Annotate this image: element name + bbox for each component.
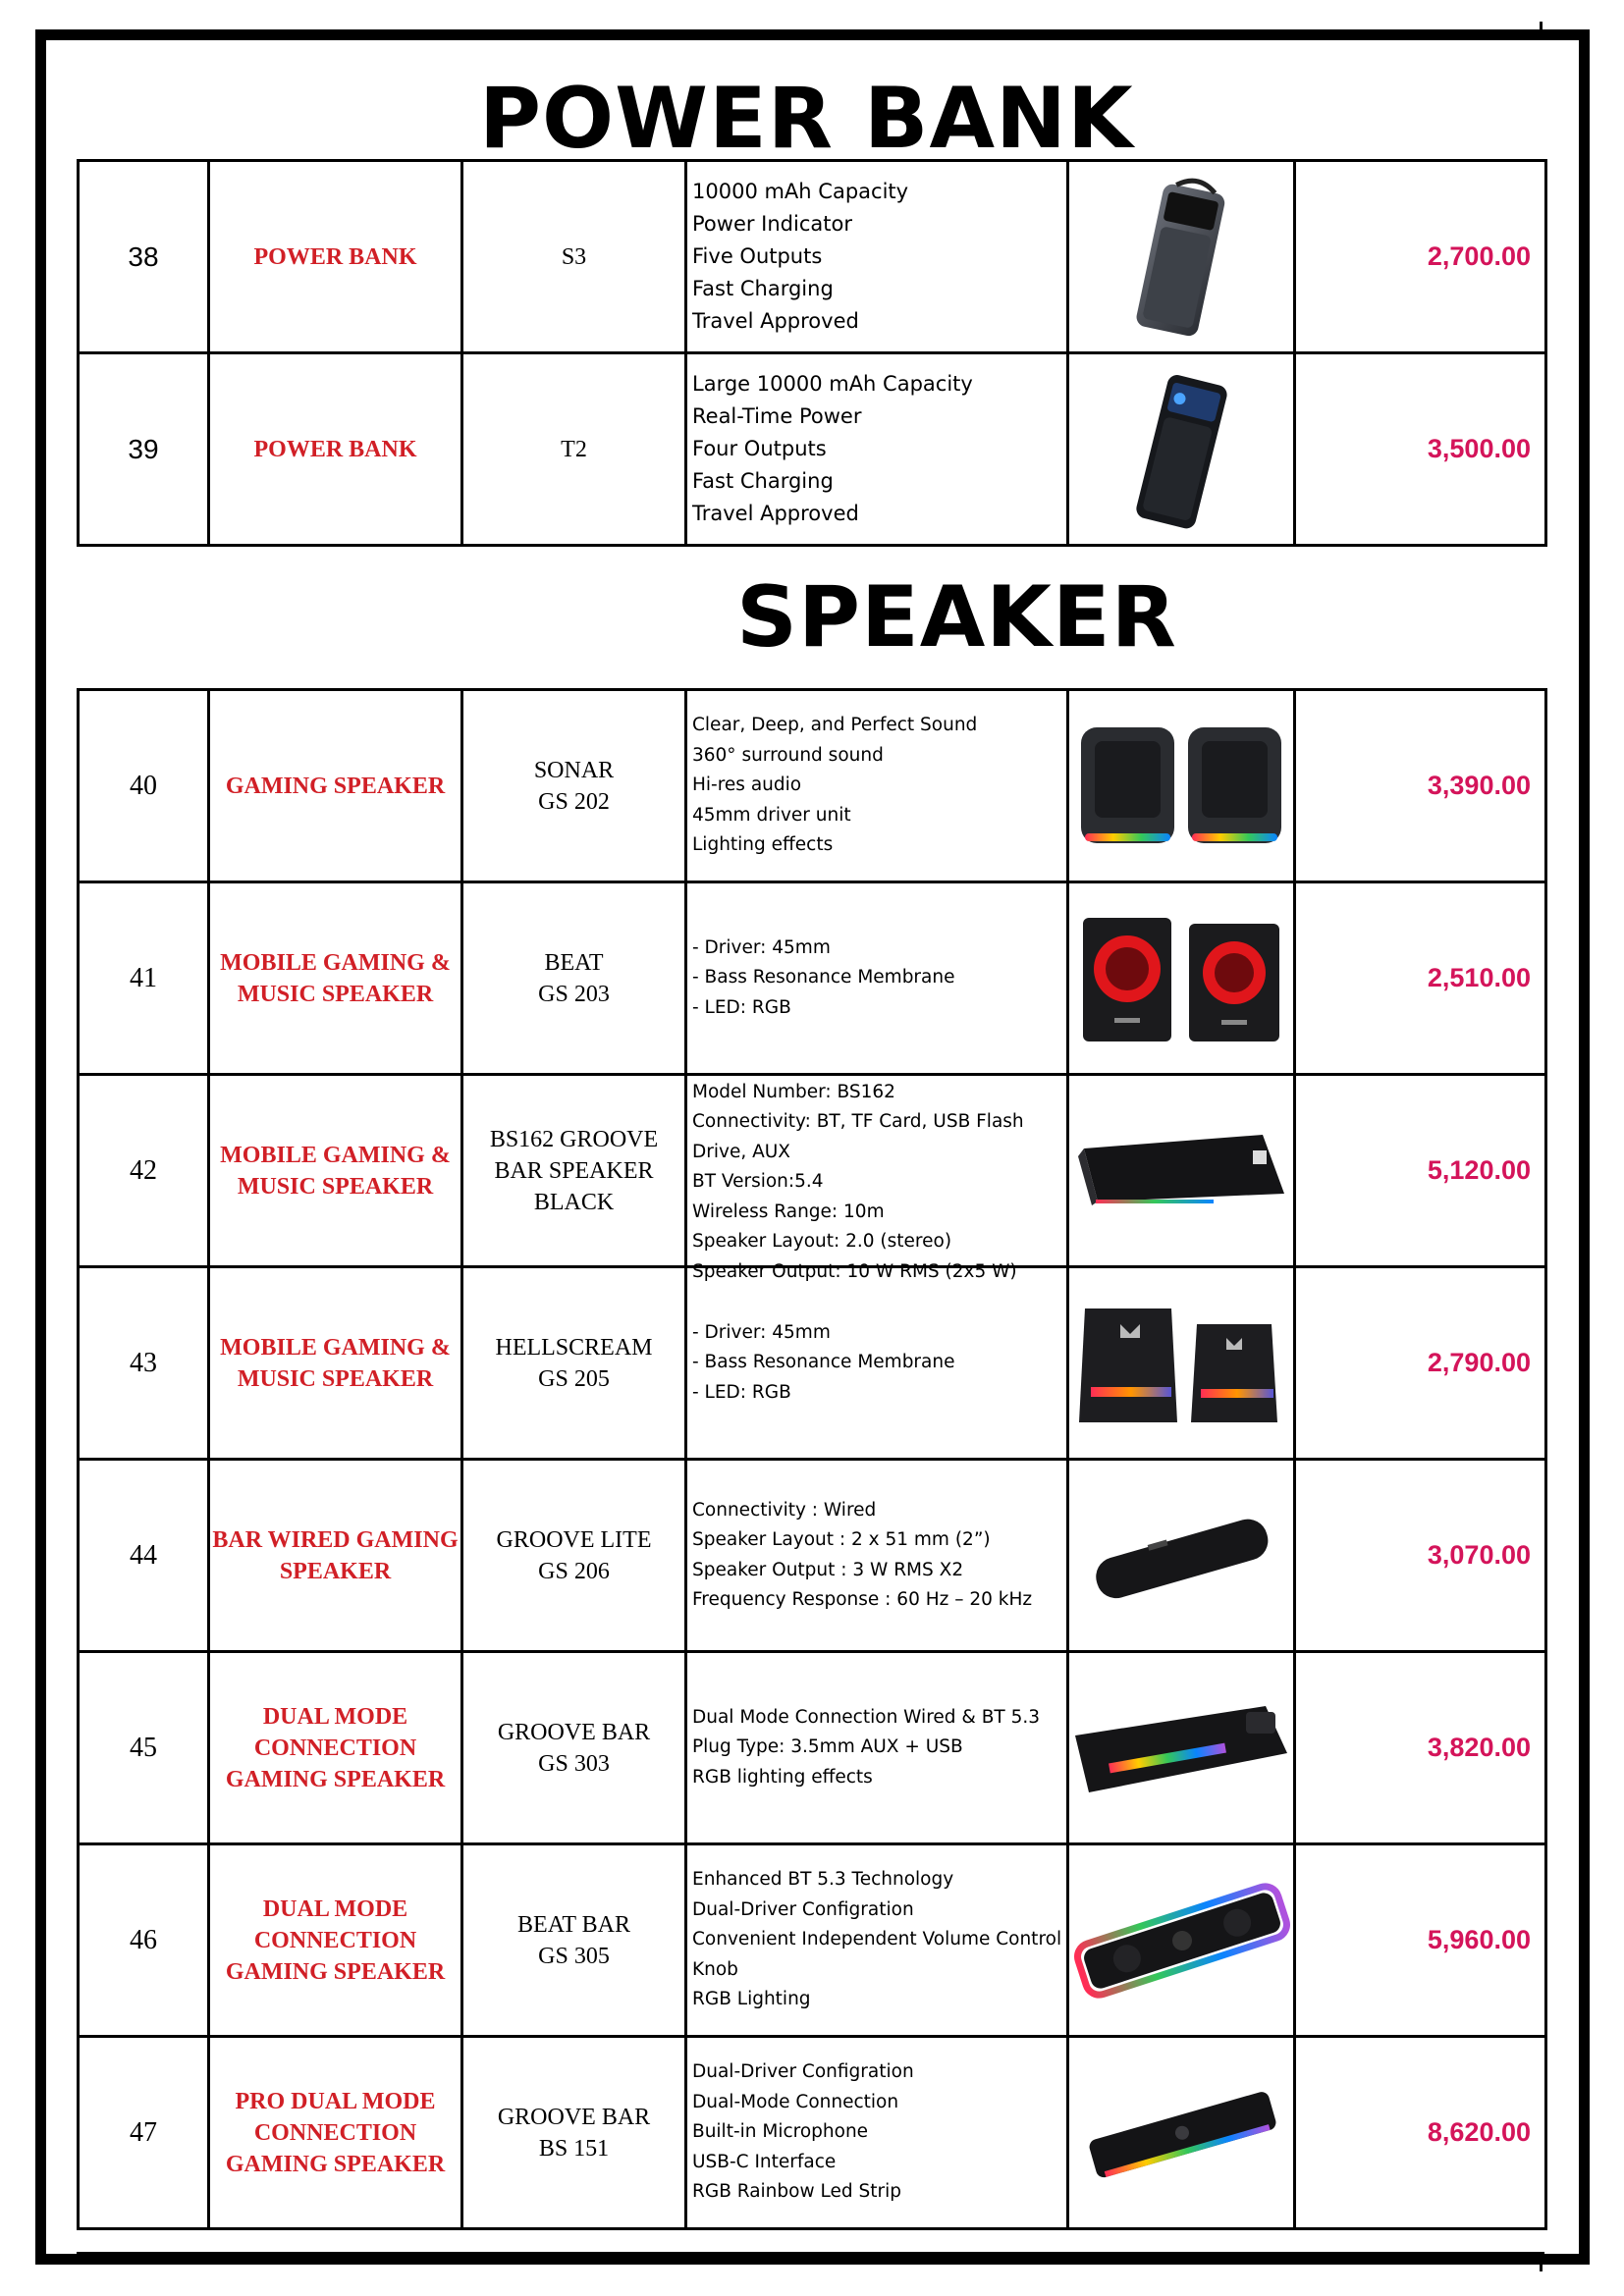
- product-model-line: T2: [561, 436, 587, 462]
- product-category-line: DUAL MODE: [262, 1703, 408, 1730]
- product-row-40: [79, 690, 1546, 882]
- product-row-39: [79, 353, 1546, 546]
- feature-line: 360° surround sound: [692, 744, 884, 766]
- product-row-41: [79, 882, 1546, 1075]
- product-category-line: MOBILE GAMING &: [220, 1142, 451, 1168]
- feature-list: [692, 1318, 1066, 1409]
- product-category-line: MUSIC SPEAKER: [237, 981, 434, 1007]
- item-number: 47: [79, 2037, 209, 2229]
- feature-line: RGB lighting effects: [692, 1766, 873, 1788]
- product-row-43: [79, 1267, 1546, 1460]
- product-model: [462, 2037, 686, 2229]
- speaker-hellscream-image: [1068, 1267, 1295, 1460]
- product-row-46: [79, 1844, 1546, 2037]
- product-price: 5,960.00: [1295, 1844, 1546, 2037]
- feature-list: [692, 1496, 1066, 1616]
- feature-line: Clear, Deep, and Perfect Sound: [692, 715, 978, 736]
- product-model: [462, 690, 686, 882]
- feature-line: RGB Rainbow Led Strip: [692, 2181, 901, 2203]
- feature-line: Lighting effects: [692, 834, 834, 856]
- feature-line: - Driver: 45mm: [692, 1321, 831, 1343]
- product-category-line: GAMING SPEAKER: [225, 1958, 446, 1985]
- feature-line: - Bass Resonance Membrane: [692, 967, 955, 988]
- power-bank-table: [77, 159, 1547, 547]
- feature-line: - Driver: 45mm: [692, 936, 831, 958]
- feature-line: Real-Time Power: [692, 404, 862, 428]
- product-category-line: CONNECTION: [253, 2119, 417, 2146]
- product-model-line: HELLSCREAM: [495, 1334, 653, 1361]
- feature-list: [692, 711, 1066, 861]
- speaker-beat-image: [1068, 882, 1295, 1075]
- speaker-table: [77, 688, 1547, 2230]
- product-features: [686, 690, 1068, 882]
- product-category-line: POWER BANK: [253, 243, 417, 270]
- item-number: 40: [79, 690, 209, 882]
- feature-line: Large 10000 mAh Capacity: [692, 372, 973, 396]
- feature-line: Fast Charging: [692, 277, 834, 300]
- product-model-line: BS 151: [538, 2135, 610, 2162]
- feature-list: [692, 368, 1066, 530]
- feature-line: Connectivity : Wired: [692, 1499, 877, 1521]
- product-model-line: BLACK: [533, 1189, 615, 1215]
- feature-list: [692, 1865, 1066, 2015]
- product-category: [209, 2037, 462, 2229]
- product-row-44: [79, 1460, 1546, 1652]
- product-model: [462, 1075, 686, 1267]
- feature-line: Speaker Output : 3 W RMS X2: [692, 1559, 964, 1580]
- product-category: [209, 1267, 462, 1460]
- feature-line: Plug Type: 3.5mm AUX + USB: [692, 1736, 963, 1758]
- product-price: 2,700.00: [1295, 161, 1546, 353]
- product-category-line: GAMING SPEAKER: [225, 1766, 446, 1792]
- feature-list: [692, 1703, 1066, 1793]
- product-model-line: GS 206: [538, 1558, 610, 1584]
- product-price: 5,120.00: [1295, 1075, 1546, 1267]
- item-number: 42: [79, 1075, 209, 1267]
- product-model-line: GS 205: [538, 1365, 610, 1392]
- product-category: [209, 1460, 462, 1652]
- product-category: [209, 690, 462, 882]
- product-model-line: GROOVE LITE: [496, 1526, 652, 1553]
- item-number: 43: [79, 1267, 209, 1460]
- bottom-rule: [77, 2252, 1544, 2255]
- product-model-line: BS162 GROOVE: [489, 1126, 659, 1152]
- feature-line: Dual-Mode Connection: [692, 2091, 899, 2112]
- product-price: 2,790.00: [1295, 1267, 1546, 1460]
- product-model-line: BEAT BAR: [517, 1911, 630, 1938]
- feature-line: Dual-Driver Configration: [692, 2061, 914, 2083]
- product-category-line: CONNECTION: [253, 1927, 417, 1953]
- feature-line: Connectivity: BT, TF Card, USB Flash: [692, 1111, 1024, 1132]
- speaker-beat-bar-image: [1068, 1844, 1295, 2037]
- speaker-groove-lite-image: [1068, 1460, 1295, 1652]
- product-category-line: MOBILE GAMING &: [220, 949, 451, 976]
- product-category-line: GAMING SPEAKER: [225, 773, 446, 799]
- product-model-line: GROOVE BAR: [497, 1719, 651, 1745]
- feature-line: Travel Approved: [692, 502, 859, 525]
- item-number: 46: [79, 1844, 209, 2037]
- feature-line: Drive, AUX: [692, 1141, 790, 1162]
- product-model-line: S3: [561, 243, 587, 270]
- product-features: [686, 1844, 1068, 2037]
- product-model: [462, 1844, 686, 2037]
- product-model-line: GS 202: [538, 788, 610, 815]
- product-model-line: BEAT: [544, 949, 604, 976]
- feature-line: - LED: RGB: [692, 1381, 791, 1403]
- product-price: 3,070.00: [1295, 1460, 1546, 1652]
- feature-line: Convenient Independent Volume Control: [692, 1929, 1062, 1950]
- product-category-line: MUSIC SPEAKER: [237, 1173, 434, 1200]
- product-category: [209, 1652, 462, 1844]
- product-model: [462, 882, 686, 1075]
- corner-mark: [1540, 22, 1543, 39]
- product-category: [209, 882, 462, 1075]
- feature-line: Knob: [692, 1958, 738, 1980]
- feature-line: - Bass Resonance Membrane: [692, 1352, 955, 1373]
- feature-line: Model Number: BS162: [692, 1081, 895, 1102]
- product-category-line: PRO DUAL MODE: [235, 2088, 436, 2114]
- feature-list: [692, 934, 1066, 1024]
- product-category-line: MUSIC SPEAKER: [237, 1365, 434, 1392]
- feature-line: USB-C Interface: [692, 2151, 837, 2172]
- feature-line: BT Version:5.4: [692, 1171, 824, 1192]
- section-title-power-bank: POWER BANK: [479, 70, 1134, 168]
- feature-line: Hi-res audio: [692, 774, 802, 796]
- product-price: 3,500.00: [1295, 353, 1546, 546]
- feature-line: Dual-Driver Configration: [692, 1898, 914, 1920]
- feature-list: [692, 1078, 1066, 1282]
- product-category-line: SPEAKER: [279, 1558, 392, 1584]
- product-category: [209, 1075, 462, 1267]
- power-bank-t2-image: [1068, 353, 1295, 546]
- product-row-45: [79, 1652, 1546, 1844]
- product-features: [686, 353, 1068, 546]
- product-model: [462, 161, 686, 353]
- feature-line: Built-in Microphone: [692, 2121, 869, 2143]
- power-bank-s3-image: [1068, 161, 1295, 353]
- product-model-line: GS 305: [538, 1943, 610, 1969]
- feature-line: RGB Lighting: [692, 1989, 811, 2010]
- product-features: [686, 1075, 1068, 1282]
- product-model: [462, 1652, 686, 1844]
- product-features: [686, 1652, 1068, 1844]
- product-price: 3,820.00: [1295, 1652, 1546, 1844]
- product-model: [462, 353, 686, 546]
- speaker-bs162-image: [1068, 1075, 1295, 1267]
- speaker-sonar-image: [1068, 690, 1295, 882]
- product-model-line: BAR SPEAKER: [494, 1157, 654, 1184]
- feature-line: Frequency Response : 60 Hz – 20 kHz: [692, 1589, 1033, 1610]
- item-number: 41: [79, 882, 209, 1075]
- product-category-line: MOBILE GAMING &: [220, 1334, 451, 1361]
- product-model-line: GROOVE BAR: [497, 2104, 651, 2130]
- corner-mark: [1540, 2256, 1543, 2271]
- product-row-42: [79, 1075, 1546, 1267]
- product-model-line: GS 303: [538, 1750, 610, 1777]
- product-category-line: BAR WIRED GAMING: [212, 1526, 459, 1553]
- feature-line: Fast Charging: [692, 469, 834, 493]
- product-price: 3,390.00: [1295, 690, 1546, 882]
- feature-line: Power Indicator: [692, 212, 852, 236]
- product-category-line: CONNECTION: [253, 1735, 417, 1761]
- section-title-speaker: SPEAKER: [736, 568, 1177, 667]
- product-price: 2,510.00: [1295, 882, 1546, 1075]
- product-category-line: DUAL MODE: [262, 1896, 408, 1922]
- product-features: [686, 2037, 1068, 2229]
- product-category: [209, 1844, 462, 2037]
- feature-line: Dual Mode Connection Wired & BT 5.3: [692, 1706, 1041, 1728]
- product-features: [686, 1267, 1068, 1460]
- product-model: [462, 1267, 686, 1460]
- feature-line: Four Outputs: [692, 437, 827, 460]
- product-category-line: POWER BANK: [253, 436, 417, 462]
- speaker-groove-bar-gs303-image: [1068, 1652, 1295, 1844]
- product-category: [209, 353, 462, 546]
- feature-line: 10000 mAh Capacity: [692, 180, 909, 203]
- feature-list: [692, 176, 1066, 338]
- item-number: 39: [79, 353, 209, 546]
- feature-line: Enhanced BT 5.3 Technology: [692, 1869, 954, 1891]
- product-features: [686, 882, 1068, 1075]
- item-number: 45: [79, 1652, 209, 1844]
- feature-list: [692, 2057, 1066, 2208]
- feature-line: Speaker Layout: 2.0 (stereo): [692, 1231, 952, 1252]
- product-model: [462, 1460, 686, 1652]
- item-number: 44: [79, 1460, 209, 1652]
- feature-line: Five Outputs: [692, 244, 823, 268]
- feature-line: Travel Approved: [692, 309, 859, 333]
- product-features: [686, 161, 1068, 353]
- product-row-47: [79, 2037, 1546, 2229]
- feature-line: - LED: RGB: [692, 996, 791, 1018]
- feature-line: 45mm driver unit: [692, 804, 851, 826]
- product-price: 8,620.00: [1295, 2037, 1546, 2229]
- feature-line: Speaker Output: 10 W RMS (2x5 W): [692, 1260, 1017, 1282]
- product-row-38: [79, 161, 1546, 353]
- feature-line: Speaker Layout : 2 x 51 mm (2”): [692, 1529, 991, 1550]
- product-category-line: GAMING SPEAKER: [225, 2151, 446, 2177]
- product-features: [686, 1460, 1068, 1652]
- item-number: 38: [79, 161, 209, 353]
- product-category: [209, 161, 462, 353]
- feature-line: Wireless Range: 10m: [692, 1201, 885, 1222]
- product-model-line: GS 203: [538, 981, 610, 1007]
- product-model-line: SONAR: [533, 757, 615, 783]
- speaker-groove-bar-bs151-image: [1068, 2037, 1295, 2229]
